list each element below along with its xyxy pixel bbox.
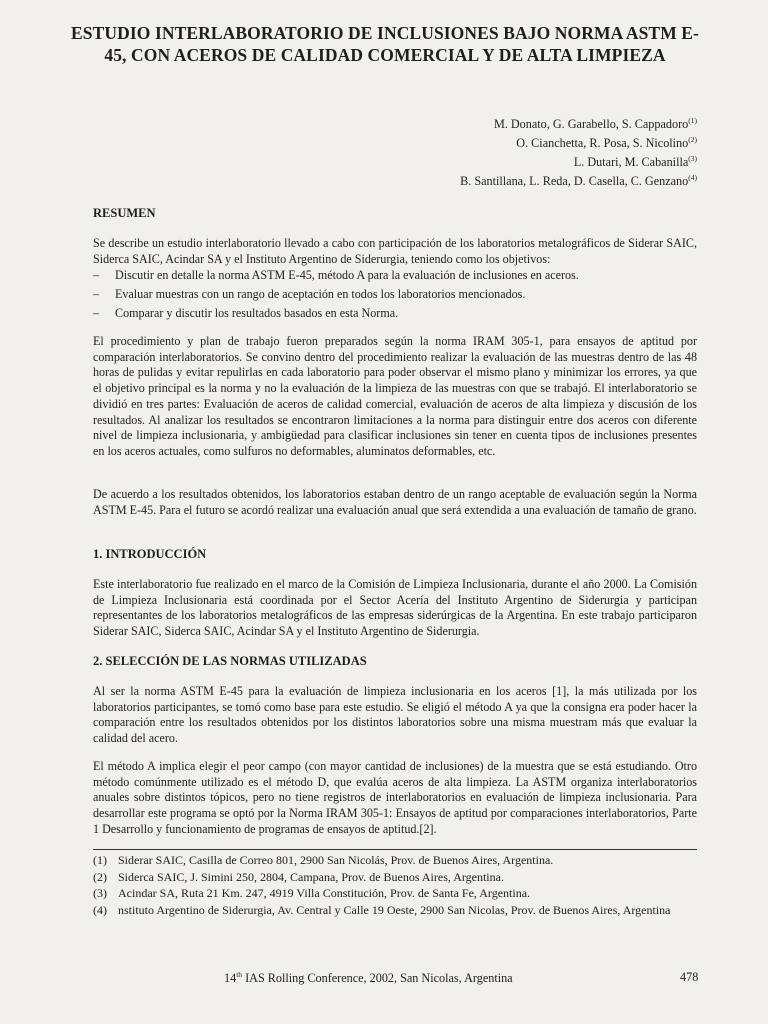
author-list: [277, 113, 697, 189]
footer-ordinal: 14: [224, 971, 237, 985]
bullet-dash: –: [93, 268, 100, 282]
affiliation-mark: (4): [688, 173, 697, 182]
list-item-text: Comparar y discutir los resultados basados en esta Norma.: [115, 306, 399, 321]
seleccion-paragraph-2: [93, 759, 697, 838]
footnote-text: Siderca SAIC, J. Simini 250, 2804, Campana, Prov. de Buenos Aires, Argentina.: [118, 869, 504, 884]
footnote-number: (1): [93, 853, 107, 867]
author-line: [277, 132, 697, 151]
footnotes: [93, 852, 697, 918]
introduccion-paragraph: [93, 577, 697, 640]
bullet-dash: –: [93, 306, 100, 321]
author-line: [277, 113, 697, 132]
footnote: [93, 869, 697, 886]
footnote-text: Acindar SA, Ruta 21 Km. 247, 4919 Villa Constitución, Prov. de Santa Fe, Argentina.: [118, 886, 531, 900]
section-heading-introduccion: 1. INTRODUCCIÓN: [93, 547, 207, 561]
objectives-list: [93, 266, 697, 324]
page-number: 478: [680, 970, 699, 984]
footnote-text: nstituto Argentino de Siderurgia, Av. Central y Calle 19 Oeste, 2900 San Nicolas, Prov. de Buenos Aires, Argentina: [118, 902, 671, 917]
author-names: L. Dutari, M. Cabanilla: [573, 155, 689, 169]
affiliation-mark: (3): [688, 154, 697, 163]
paragraph-text: El procedimiento y plan de trabajo fueron preparados según la norma IRAM 305-1, para ensayos de aptitud por comparación interlaboratorios. Se convino dentro del procedimiento realizar la evaluación de las muestras dentro de las 48 horas de pulidas y evitar repulirlas en cada laboratorio para poder observar el mismo plano y minimizar los errores, ya que el objetivo principal es la norma y no la evaluación de la limpieza de las muestras con que se trabajó. El interlaboratorio se dividió en tres partes: Evaluación de aceros de calidad comercial, evaluación de aceros de alta limpieza y discusión de los resultados. Al analizar los resultados se encontraron limitaciones a la norma para distinguir entre dos aceros con diferente nivel de limpieza inclusionaria, y ambigüedad para clasificar inclusiones sin tener en cuenta tipos de inclusiones presentes en los aceros actuales, como sulfuros no deformables, aluminatos deformables, etc.: [93, 334, 697, 458]
bullet-dash: –: [93, 287, 100, 302]
list-item: [93, 285, 697, 304]
author-line: [277, 170, 697, 189]
list-item-text: Discutir en detalle la norma ASTM E-45, método A para la evaluación de inclusiones en aceros.: [115, 268, 579, 282]
list-item: [93, 304, 697, 323]
affiliation-mark: (2): [688, 135, 697, 144]
footnote-text: Siderar SAIC, Casilla de Correo 801, 2900 San Nicolás, Prov. de Buenos Aires, Argentina.: [118, 853, 554, 867]
paragraph-text: De acuerdo a los resultados obtenidos, los laboratorios estaban dentro de un rango aceptable de evaluación según la Norma ASTM E-45. Para el futuro se acordó realizar una evaluación anual que será extendida a una evaluación de tamaño de grano.: [93, 487, 697, 517]
footnote: [93, 902, 697, 919]
footnote: [93, 852, 697, 869]
footnote: [93, 885, 697, 902]
author-names: M. Donato, G. Garabello, S. Cappadoro: [493, 117, 689, 131]
paragraph-text: El método A implica elegir el peor campo (con mayor cantidad de inclusiones) de la muestra que se está estudiando. Otro método comúnmente utilizado es el método D, que evalúa aceros de alta limpieza. La ASTM organiza interlaboratorios anuales sobre distintos tópicos, pero no tiene registros de interlaboratorios en evaluación de limpieza inclusionaria. Para desarrollar este programa se optó por la Norma IRAM 305-1: Ensayos de aptitud por comparaciones interlaboratorios, Parte 1 Desarrollo y funcionamiento de programas de ensayos de aptitud.[2].: [93, 759, 697, 836]
resumen-paragraph-2: [93, 334, 697, 460]
paragraph-text: Al ser la norma ASTM E-45 para la evaluación de limpieza inclusionaria en los aceros [1], la más utilizada por los laboratorios participantes, se tomó como base para este estudio. Se eligió el método A ya que la consigna era poder hacer la comparación entre los resultados obtenidos por los distintos laboratorios sobre una misma muestram más que evaluar la calidad del acero.: [93, 684, 697, 746]
list-item-text: Evaluar muestras con un rango de aceptación en todos los laboratorios mencionados.: [115, 287, 526, 302]
footer-text: IAS Rolling Conference, 2002, San Nicolas, Argentina: [242, 971, 513, 985]
seleccion-paragraph-1: [93, 684, 697, 747]
paper-title: ESTUDIO INTERLABORATORIO DE INCLUSIONES BAJO NORMA ASTM E-45, CON ACEROS DE CALIDAD COMERCIAL Y DE ALTA LIMPIEZA: [71, 23, 699, 65]
section-heading-seleccion: 2. SELECCIÓN DE LAS NORMAS UTILIZADAS: [93, 654, 367, 668]
author-line: [277, 151, 697, 170]
resumen-paragraph-3: [93, 487, 697, 518]
paragraph-text: Se describe un estudio interlaboratorio llevado a cabo con participación de los laboratorios metalográficos de Siderar SAIC, Siderca SAIC, Acindar SA y el Instituto Argentino de Siderurgia, teniendo como los objetivos:: [93, 236, 697, 266]
list-item: [93, 266, 697, 285]
affiliation-mark: (1): [688, 116, 697, 125]
footnote-number: (3): [93, 886, 107, 900]
footer-ordinal-suffix: th: [236, 970, 243, 979]
footnote-number: (4): [93, 902, 107, 917]
footnote-divider: [93, 849, 697, 850]
author-names: O. Cianchetta, R. Posa, S. Nicolino: [516, 136, 689, 150]
conference-footer: [224, 970, 513, 986]
footnote-number: (2): [93, 869, 107, 884]
author-names: B. Santillana, L. Reda, D. Casella, C. Genzano: [460, 174, 689, 188]
resumen-intro: [93, 236, 697, 267]
paragraph-text: Este interlaboratorio fue realizado en el marco de la Comisión de Limpieza Inclusionaria, durante el año 2000. La Comisión de Limpieza Inclusionaria está coordinada por el Sector Acería del Instituto Argentino de Siderurgia y participan representantes de los laboratorios metalográficos de las empresas siderúrgicas de la Argentina. En este trabajo participaron Siderar SAIC, Siderca SAIC, Acindar SA y el Instituto Argentino de Siderurgia.: [93, 577, 697, 639]
resumen-heading: RESUMEN: [93, 206, 156, 220]
